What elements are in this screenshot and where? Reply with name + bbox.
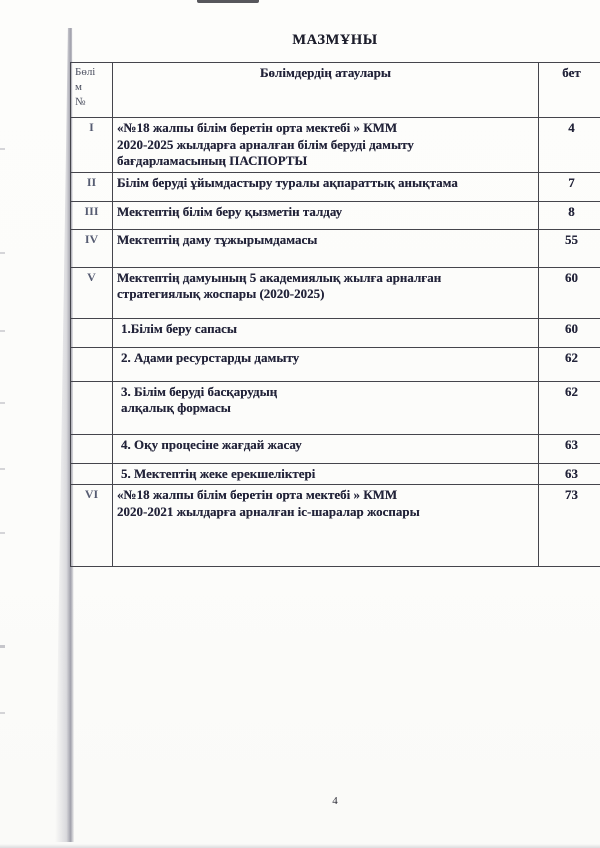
toc-row	[71, 267, 600, 318]
toc-row	[71, 201, 600, 229]
scan-noise-mark	[0, 712, 5, 714]
page-title: МАЗМҰНЫ	[292, 32, 378, 48]
toc-row	[71, 318, 600, 347]
toc-table	[70, 62, 600, 567]
row-title-cell: 4. Оқу процесіне жағдай жасау	[113, 434, 539, 463]
row-title-cell: Мектептің дамуының 5 академиялық жылға арналған стратегиялық жоспары (2020-2025)	[113, 267, 539, 318]
row-number-cell: II	[71, 172, 113, 201]
row-page-cell: 62	[539, 347, 600, 381]
toc-row	[71, 118, 600, 173]
header-page: бет	[539, 63, 600, 118]
header-section-number: Бөлі м №	[71, 63, 113, 118]
scan-noise-mark	[0, 330, 5, 332]
row-page-cell: 60	[539, 318, 600, 347]
row-number-cell: IV	[71, 229, 113, 267]
scan-noise-mark	[0, 645, 5, 648]
toc-row	[71, 347, 600, 381]
toc-row	[71, 229, 600, 267]
row-page-cell: 4	[539, 118, 600, 173]
row-page-cell: 62	[539, 381, 600, 434]
row-number-cell	[71, 381, 113, 434]
row-number-cell: V	[71, 267, 113, 318]
scan-noise-mark	[0, 148, 5, 150]
row-title-cell: «№18 жалпы білім беретін орта мектебі » КММ 2020-2025 жылдарға арналған білім беруді дамыту бағдарламасының ПАСПОРТЫ	[113, 118, 539, 173]
row-number-cell: VI	[71, 485, 113, 567]
toc-row	[71, 434, 600, 463]
row-page-cell: 63	[539, 463, 600, 485]
row-title-cell: Білім беруді ұйымдастыру туралы ақпараттық анықтама	[113, 172, 539, 201]
row-page-cell: 7	[539, 172, 600, 201]
scan-noise-mark	[0, 402, 5, 404]
scan-artifact-top-line	[197, 0, 259, 3]
toc-row	[71, 463, 600, 485]
row-number-cell	[71, 318, 113, 347]
row-number-cell: I	[71, 118, 113, 173]
row-title-cell: 1.Білім беру сапасы	[113, 318, 539, 347]
toc-row	[71, 172, 600, 201]
toc-row	[71, 381, 600, 434]
scan-noise-mark	[0, 532, 5, 534]
row-title-cell: Мектептің даму тұжырымдамасы	[113, 229, 539, 267]
row-number-cell: III	[71, 201, 113, 229]
row-page-cell: 55	[539, 229, 600, 267]
row-title-cell: 2. Адами ресурстарды дамыту	[113, 347, 539, 381]
row-title-cell: 3. Білім беруді басқарудың алқалық формасы	[113, 381, 539, 434]
row-page-cell: 60	[539, 267, 600, 318]
row-title-cell: «№18 жалпы білім беретін орта мектебі » КММ 2020-2021 жылдарға арналған іс-шаралар жоспары	[113, 485, 539, 567]
row-page-cell: 63	[539, 434, 600, 463]
page-number: 4	[332, 795, 338, 807]
header-section-title: Бөлімдердің атаулары	[113, 63, 539, 118]
row-number-cell	[71, 434, 113, 463]
scan-artifact-bottom-edge	[0, 844, 600, 848]
row-page-cell: 73	[539, 485, 600, 567]
row-number-cell	[71, 347, 113, 381]
row-number-cell	[71, 463, 113, 485]
row-title-cell: Мектептің білім беру қызметін талдау	[113, 201, 539, 229]
row-title-cell: 5. Мектептің жеке ерекшеліктері	[113, 463, 539, 485]
toc-row	[71, 485, 600, 567]
row-page-cell: 8	[539, 201, 600, 229]
table-header-row	[71, 63, 600, 118]
scan-noise-mark	[0, 252, 5, 254]
scan-noise-mark	[0, 468, 5, 470]
